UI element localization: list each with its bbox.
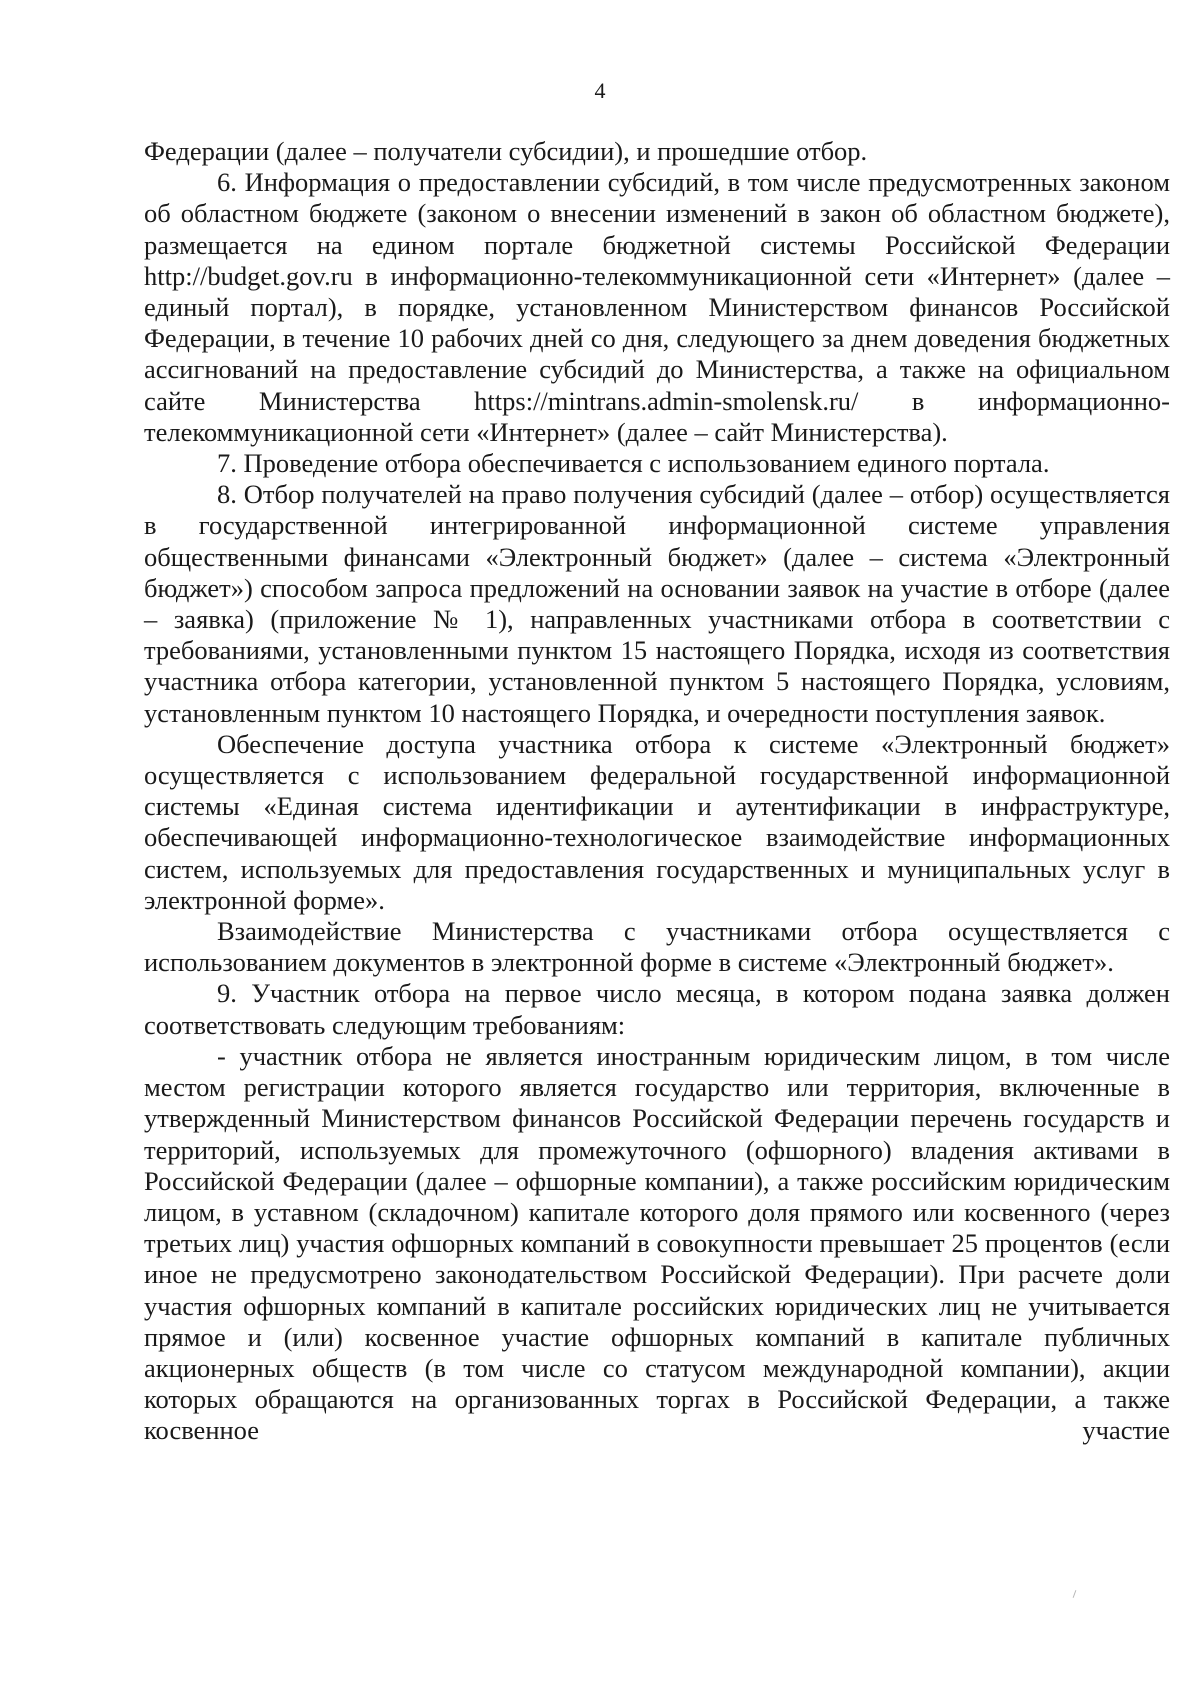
paragraph-continuation: Федерации (далее – получатели субсидии), и прошедшие отбор. bbox=[144, 136, 868, 166]
paragraph-item-7: 7. Проведение отбора обеспечивается с использованием единого портала. bbox=[217, 448, 1050, 479]
document-body bbox=[144, 136, 1170, 1447]
scan-artifact bbox=[1073, 1590, 1077, 1598]
paragraph-access: Обеспечение доступа участника отбора к системе «Электронный бюджет» осуществляется с использованием федеральной государственной информационной системы «Единая система идентификации и аутентификации в инфраструктуре, обеспечивающей информационно-технологическое взаимодействие информационных систем, используемых для предоставления государственных и муниципальных услуг в электронной форме». bbox=[144, 728, 1170, 915]
paragraph-item-6: 6. Информация о предоставлении субсидий, в том числе предусмотренных законом об областном бюджете (законом о внесении изменений в закон об областном бюджете), размещается на едином портале бюджетной системы Российской Федерации http://budget.gov.ru в информационно-телекоммуникационной сети «Интернет» (далее – единый портал), в порядке, установленном Министерством финансов Российской Федерации, в течение 10 рабочих дней со дня, следующего за днем доведения бюджетных ассигнований на предоставление субсидий до Министерства, а также на официальном сайте Министерства https://mintrans.admin-smolensk.ru/ в информационно-телекоммуникационной сети «Интернет» (далее – сайт Министерства). bbox=[144, 167, 1170, 447]
page-number: 4 bbox=[594, 78, 606, 103]
paragraph-interaction: Взаимодействие Министерства с участниками отбора осуществляется с использованием документов в электронной форме в системе «Электронный бюджет». bbox=[144, 916, 1170, 978]
paragraph-requirement-offshore: - участник отбора не является иностранным юридическим лицом, в том числе местом регистрации которого является государство или территория, включенные в утвержденный Министерством финансов Российской Федерации перечень государств и территорий, используемых для промежуточного (офшорного) владения активами в Российской Федерации (далее – офшорные компании), а также российским юридическим лицом, в уставном (складочном) капитале которого доля прямого или косвенного (через третьих лиц) участия офшорных компаний в совокупности превышает 25 процентов (если иное не предусмотрено законодательством Российской Федерации). При расчете доли участия офшорных компаний в капитале российских юридических лиц не учитывается прямое и (или) косвенное участие офшорных компаний в капитале публичных акционерных обществ (в том числе со статусом международной компании), акции которых обращаются на организованных торгах в Российской Федерации, а также косвенное участие bbox=[144, 1040, 1170, 1446]
paragraph-item-9: 9. Участник отбора на первое число месяца, в котором подана заявка должен соответствовать следующим требованиям: bbox=[144, 978, 1170, 1040]
paragraph-item-8: 8. Отбор получателей на право получения субсидий (далее – отбор) осуществляется в государственной интегрированной информационной системе управления общественными финансами «Электронный бюджет» (далее – система «Электронный бюджет») способом запроса предложений на основании заявок на участие в отборе (далее – заявка) (приложение № 1), направленных участниками отбора в соответствии с требованиями, установленными пунктом 15 настоящего Порядка, исходя из соответствия участника отбора категории, установленной пунктом 5 настоящего Порядка, условиям, установленным пунктом 10 настоящего Порядка, и очередности поступления заявок. bbox=[144, 479, 1170, 728]
